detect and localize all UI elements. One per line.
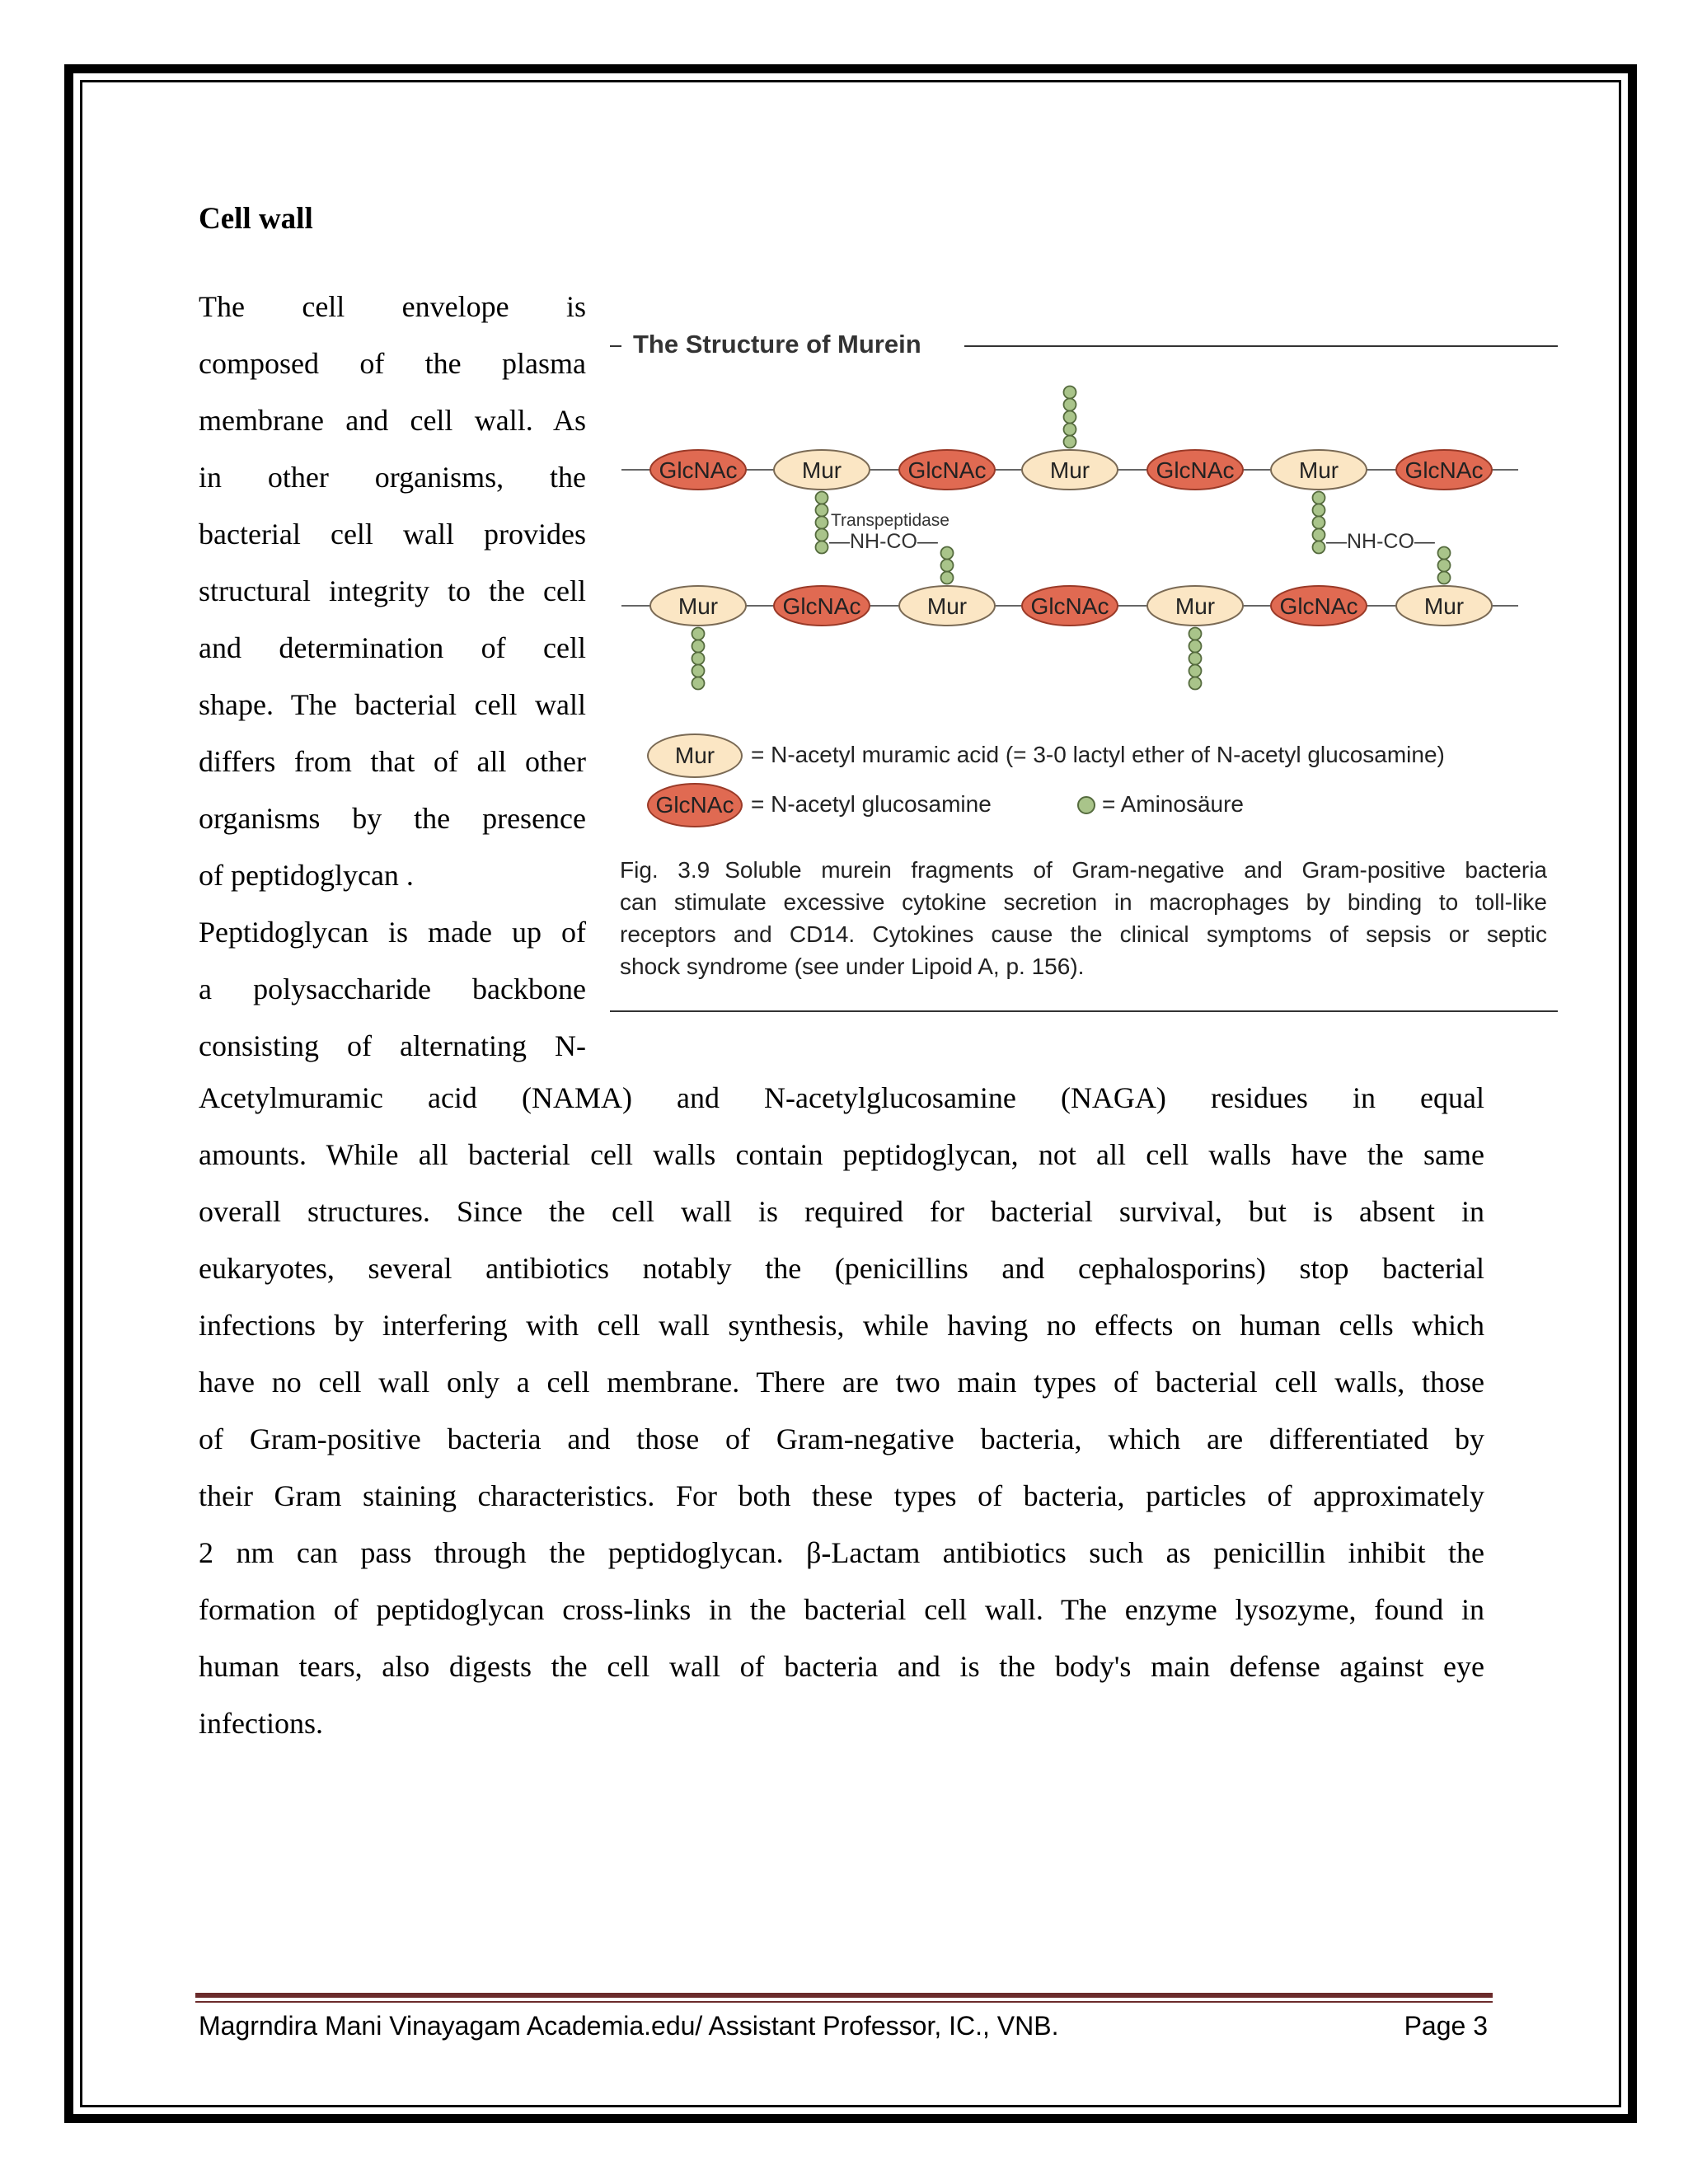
legend-glc-text: = N-acetyl glucosamine xyxy=(751,791,992,817)
text-line: Acetylmuramic acid (NAMA) and N-acetylglucosamine (NAGA) residues in equal xyxy=(199,1081,1484,1114)
peptide-bead xyxy=(941,572,954,584)
caption-line: shock syndrome (see under Lipoid A, p. 156). xyxy=(620,954,1085,979)
top-chain-unit-label: Mur xyxy=(801,457,842,483)
text-line: in other organisms, the xyxy=(199,461,586,494)
peptide-bead-down xyxy=(692,628,705,640)
peptide-bead xyxy=(1438,547,1451,560)
murein-diagram xyxy=(610,363,1558,733)
text-line: consisting of alternating N- xyxy=(199,1029,586,1062)
text-line: 2 nm can pass through the peptidoglycan. β-Lactam antibiotics such as penicillin inhibit the xyxy=(199,1536,1484,1569)
mur-legend-badge: Mur xyxy=(647,733,743,778)
peptide-bead-down xyxy=(692,653,705,665)
bottom-chain-unit-label: Mur xyxy=(678,593,719,619)
peptide-bead xyxy=(816,492,828,504)
peptide-bead xyxy=(1438,572,1451,584)
figure-bottom-rule xyxy=(610,1010,1558,1012)
peptide-bead xyxy=(1313,492,1325,504)
text-line: composed of the plasma xyxy=(199,347,586,380)
peptide-bead xyxy=(1313,541,1325,554)
legend-row-glc xyxy=(647,783,1554,832)
text-line: shape. The bacterial cell wall xyxy=(199,688,586,721)
peptide-bead xyxy=(816,541,828,554)
text-line: overall structures. Since the cell wall is required for bacterial survival, but is absent in xyxy=(199,1195,1484,1228)
caption-line: receptors and CD14. Cytokines cause the clinical symptoms of sepsis or septic xyxy=(620,921,1547,947)
top-chain-unit-label: GlcNAc xyxy=(1404,457,1484,483)
crosslink-label-right: —NH-CO— xyxy=(1326,530,1435,553)
transpeptidase-label: Transpeptidase xyxy=(831,511,950,530)
bottom-chain-unit-label: GlcNAc xyxy=(782,593,861,619)
caption-line-text: Soluble murein fragments of Gram-negative and Gram-positive bacteria xyxy=(724,857,1547,883)
peptide-bead xyxy=(816,529,828,541)
peptide-bead-down xyxy=(692,665,705,677)
bottom-chain-unit-label: GlcNAc xyxy=(1030,593,1109,619)
bottom-chain-unit-label: Mur xyxy=(926,593,968,619)
text-line: formation of peptidoglycan cross-links in the bacterial cell wall. The enzyme lysozyme, found in xyxy=(199,1593,1484,1626)
legend-row-mur xyxy=(647,733,1554,783)
text-line: Peptidoglycan is made up of xyxy=(199,916,586,949)
peptide-bead-down xyxy=(1189,640,1202,653)
peptide-bead xyxy=(941,547,954,560)
peptide-bead-up xyxy=(1064,411,1076,424)
top-chain-unit-label: Mur xyxy=(1049,457,1090,483)
peptide-bead-up xyxy=(1064,436,1076,448)
text-line: of Gram-positive bacteria and those of Gram-negative bacteria, which are differentiated by xyxy=(199,1422,1484,1455)
crosslink-label-left: —NH-CO— xyxy=(829,530,938,553)
text-line: of peptidoglycan . xyxy=(199,859,414,892)
text-line: structural integrity to the cell xyxy=(199,574,586,607)
text-line: eukaryotes, several antibiotics notably the (penicillins and cephalosporins) stop bacterial xyxy=(199,1252,1484,1285)
legend-mur-text: = N-acetyl muramic acid (= 3-0 lactyl ether of N-acetyl glucosamine) xyxy=(751,742,1445,767)
figure-title: The Structure of Murein xyxy=(633,330,921,359)
title-dash xyxy=(610,345,621,347)
peptide-bead xyxy=(1313,504,1325,517)
footer-rule-thin xyxy=(195,2001,1493,2003)
text-line: The cell envelope is xyxy=(199,290,586,323)
top-chain-unit-label: GlcNAc xyxy=(1156,457,1235,483)
peptide-bead xyxy=(816,504,828,517)
text-line: their Gram staining characteristics. For both these types of bacteria, particles of approximately xyxy=(199,1479,1484,1512)
amino-acid-icon xyxy=(1077,796,1095,814)
bottom-chain-unit-label: GlcNAc xyxy=(1279,593,1358,619)
text-line: bacterial cell wall provides xyxy=(199,518,586,551)
peptide-bead-down xyxy=(1189,628,1202,640)
peptide-bead-up xyxy=(1064,387,1076,399)
peptide-bead-down xyxy=(1189,653,1202,665)
text-line: membrane and cell wall. As xyxy=(199,404,586,437)
bottom-chain-unit-label: Mur xyxy=(1423,593,1465,619)
peptide-bead-up xyxy=(1064,399,1076,411)
caption-line xyxy=(620,854,1547,886)
column-paragraph xyxy=(199,279,586,1075)
body-paragraph xyxy=(199,1070,1484,1752)
text-line: amounts. While all bacterial cell walls contain peptidoglycan, not all cell walls have the same xyxy=(199,1138,1484,1171)
peptide-bead-down xyxy=(692,677,705,690)
murein-figure xyxy=(610,313,1558,1018)
figure-title-row xyxy=(610,330,1558,363)
peptide-bead xyxy=(816,517,828,529)
peptide-bead-down xyxy=(692,640,705,653)
legend-amino-text: = Aminosäure xyxy=(1102,791,1244,817)
peptide-bead-down xyxy=(1189,665,1202,677)
top-chain-unit-label: GlcNAc xyxy=(907,457,987,483)
text-line: have no cell wall only a cell membrane. There are two main types of bacterial cell walls, those xyxy=(199,1366,1484,1399)
figure-caption xyxy=(620,854,1547,982)
text-line: infections by interfering with cell wall synthesis, while having no effects on human cells which xyxy=(199,1309,1484,1342)
peptide-bead-down xyxy=(1189,677,1202,690)
text-line: a polysaccharide backbone xyxy=(199,972,586,1005)
text-line: and determination of cell xyxy=(199,631,586,664)
footer-author: Magrndira Mani Vinayagam Academia.edu/ Assistant Professor, IC., VNB. xyxy=(199,2011,1059,2041)
peptide-bead xyxy=(1313,517,1325,529)
bottom-chain-unit-label: Mur xyxy=(1175,593,1216,619)
text-line: differs from that of all other xyxy=(199,745,586,778)
figure-number: Fig. 3.9 xyxy=(620,857,710,883)
peptide-bead-up xyxy=(1064,424,1076,436)
page-number: Page 3 xyxy=(1404,2011,1488,2041)
caption-line: can stimulate excessive cytokine secretion in macrophages by binding to toll-like xyxy=(620,889,1547,915)
top-chain-unit-label: GlcNAc xyxy=(659,457,738,483)
title-rule xyxy=(964,345,1558,347)
text-line: organisms by the presence xyxy=(199,802,586,835)
text-line: human tears, also digests the cell wall of bacteria and is the body's main defense against eye xyxy=(199,1650,1484,1683)
peptide-bead xyxy=(941,560,954,572)
section-heading: Cell wall xyxy=(199,202,313,236)
peptide-bead xyxy=(1313,529,1325,541)
top-chain-unit-label: Mur xyxy=(1298,457,1339,483)
glcnac-legend-badge: GlcNAc xyxy=(647,783,743,827)
text-line: infections. xyxy=(199,1707,323,1740)
peptide-bead xyxy=(1438,560,1451,572)
legend xyxy=(647,733,1554,832)
footer-rule xyxy=(195,1993,1493,1998)
